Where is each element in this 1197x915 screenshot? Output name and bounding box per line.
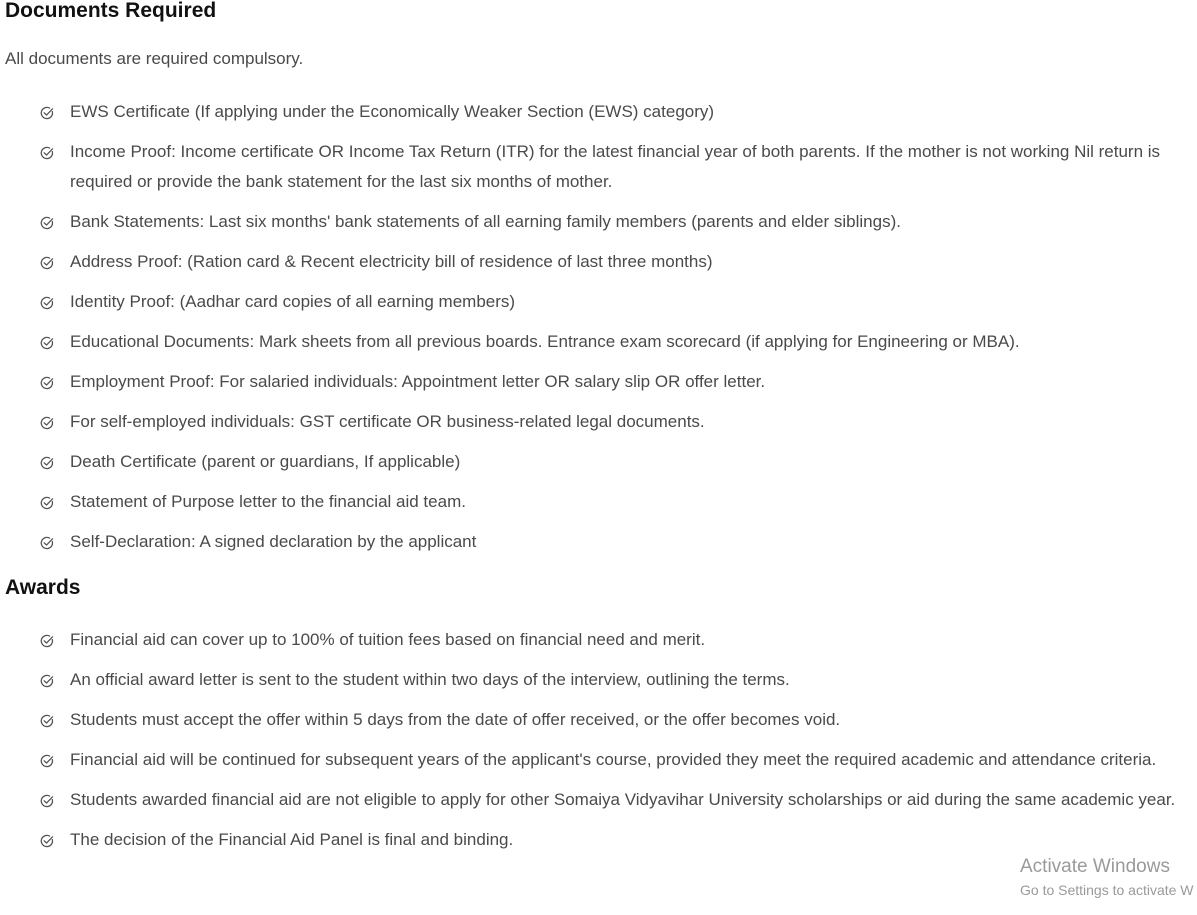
list-item-text: Financial aid will be continued for subsequent years of the applicant's course, provided they meet the required academic and attendance criteria.	[70, 750, 1157, 769]
watermark-subtitle: Go to Settings to activate W	[1020, 882, 1194, 898]
check-circle-icon	[40, 216, 54, 230]
list-item-text: The decision of the Financial Aid Panel is final and binding.	[70, 830, 514, 849]
list-item	[40, 705, 1195, 735]
list-item	[40, 407, 1195, 437]
check-circle-icon	[40, 496, 54, 510]
check-circle-icon	[40, 256, 54, 270]
list-item-text: An official award letter is sent to the student within two days of the interview, outlining the terms.	[70, 670, 790, 689]
check-circle-icon	[40, 754, 54, 768]
check-circle-icon	[40, 146, 54, 160]
list-item	[40, 97, 1195, 127]
check-circle-icon	[40, 296, 54, 310]
check-circle-icon	[40, 336, 54, 350]
list-item-text: Students awarded financial aid are not eligible to apply for other Somaiya Vidyavihar University scholarships or aid during the same academic year.	[70, 790, 1176, 809]
list-item-text: Income Proof: Income certificate OR Income Tax Return (ITR) for the latest financial year of both parents. If the mother is not working Nil return is required or provide the bank statement for the last six months of mother.	[70, 142, 1161, 191]
list-item-text: For self-employed individuals: GST certificate OR business-related legal documents.	[70, 412, 705, 431]
list-item-text: Self-Declaration: A signed declaration by the applicant	[70, 532, 477, 551]
check-circle-icon	[40, 834, 54, 848]
list-item-text: Statement of Purpose letter to the financial aid team.	[70, 492, 466, 511]
list-item	[40, 625, 1195, 655]
list-item-text: Death Certificate (parent or guardians, If applicable)	[70, 452, 461, 471]
list-item	[40, 447, 1195, 477]
check-circle-icon	[40, 674, 54, 688]
list-item	[40, 247, 1195, 277]
list-item-text: Financial aid can cover up to 100% of tuition fees based on financial need and merit.	[70, 630, 706, 649]
documents-heading: Documents Required	[5, 0, 217, 22]
list-item-text: Identity Proof: (Aadhar card copies of all earning members)	[70, 292, 516, 311]
list-item	[40, 745, 1195, 775]
awards-list	[40, 625, 1195, 865]
list-item-text: Educational Documents: Mark sheets from all previous boards. Entrance exam scorecard (if applying for Engineering or MBA).	[70, 332, 1020, 351]
list-item	[40, 527, 1195, 557]
list-item-text: Employment Proof: For salaried individuals: Appointment letter OR salary slip OR offer letter.	[70, 372, 766, 391]
check-circle-icon	[40, 456, 54, 470]
list-item	[40, 665, 1195, 695]
documents-list	[40, 97, 1195, 567]
watermark-title: Activate Windows	[1020, 856, 1170, 877]
check-circle-icon	[40, 634, 54, 648]
list-item-text: Bank Statements: Last six months' bank statements of all earning family members (parents and elder siblings).	[70, 212, 901, 231]
check-circle-icon	[40, 536, 54, 550]
list-item-text: Students must accept the offer within 5 days from the date of offer received, or the offer becomes void.	[70, 710, 841, 729]
list-item	[40, 137, 1195, 197]
list-item	[40, 327, 1195, 357]
windows-activation-watermark	[1020, 856, 1194, 900]
awards-heading: Awards	[5, 576, 81, 599]
list-item	[40, 487, 1195, 517]
check-circle-icon	[40, 376, 54, 390]
list-item	[40, 785, 1195, 815]
check-circle-icon	[40, 794, 54, 808]
list-item	[40, 207, 1195, 237]
list-item-text: Address Proof: (Ration card & Recent electricity bill of residence of last three months)	[70, 252, 713, 271]
list-item	[40, 367, 1195, 397]
documents-intro: All documents are required compulsory.	[5, 49, 304, 68]
list-item-text: EWS Certificate (If applying under the Economically Weaker Section (EWS) category)	[70, 102, 715, 121]
check-circle-icon	[40, 106, 54, 120]
list-item	[40, 287, 1195, 317]
list-item	[40, 825, 1195, 855]
check-circle-icon	[40, 714, 54, 728]
check-circle-icon	[40, 416, 54, 430]
